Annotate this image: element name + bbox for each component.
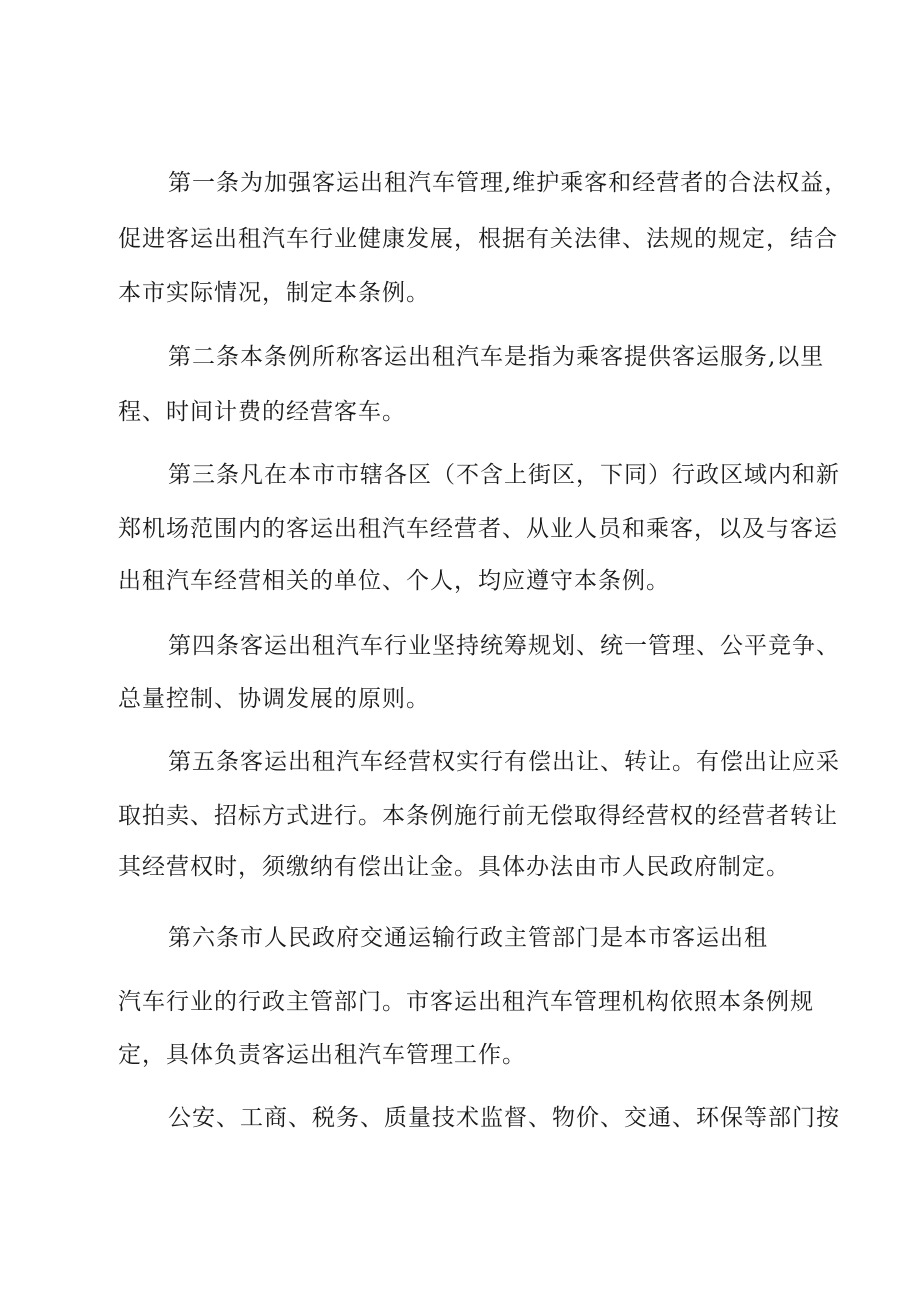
article-6-paragraph-2-line-1: 公安、工商、税务、质量技术监督、物价、交通、环保等部门按 bbox=[168, 1105, 840, 1131]
article-6-line-3: 定，具体负责客运出租汽车管理工作。 bbox=[118, 1042, 526, 1068]
article-5-line-3: 其经营权时，须缴纳有偿出让金。具体办法由市人民政府制定。 bbox=[118, 854, 790, 880]
article-2-line-1: 第二条本条例所称客运出租汽车是指为乘客提供客运服务,以里 bbox=[168, 344, 825, 370]
article-5-line-2: 取拍卖、招标方式进行。本条例施行前无偿取得经营权的经营者转让 bbox=[118, 803, 838, 829]
article-6-line-1: 第六条市人民政府交通运输行政主管部门是本市客运出租 bbox=[168, 925, 768, 951]
article-1-line-3: 本市实际情况，制定本条例。 bbox=[118, 280, 430, 306]
article-2-line-2: 程、时间计费的经营客车。 bbox=[118, 399, 406, 425]
article-1-line-2: 促进客运出租汽车行业健康发展，根据有关法律、法规的规定，结合 bbox=[118, 226, 838, 252]
article-3-line-3: 出租汽车经营相关的单位、个人，均应遵守本条例。 bbox=[118, 568, 670, 594]
article-6-line-2: 汽车行业的行政主管部门。市客运出租汽车管理机构依照本条例规 bbox=[118, 989, 814, 1015]
article-3-line-2: 郑机场范围内的客运出租汽车经营者、从业人员和乘客，以及与客运 bbox=[118, 516, 838, 542]
article-4-line-2: 总量控制、协调发展的原则。 bbox=[118, 686, 430, 712]
article-5-line-1: 第五条客运出租汽车经营权实行有偿出让、转让。有偿出让应采 bbox=[168, 749, 840, 775]
article-4-line-1: 第四条客运出租汽车行业坚持统筹规划、统一管理、公平竞争、 bbox=[168, 633, 840, 659]
article-3-line-1: 第三条凡在本市市辖各区（不含上街区，下同）行政区域内和新 bbox=[168, 462, 840, 488]
article-1-line-1: 第一条为加强客运出租汽车管理,维护乘客和经营者的合法权益， bbox=[168, 170, 849, 196]
